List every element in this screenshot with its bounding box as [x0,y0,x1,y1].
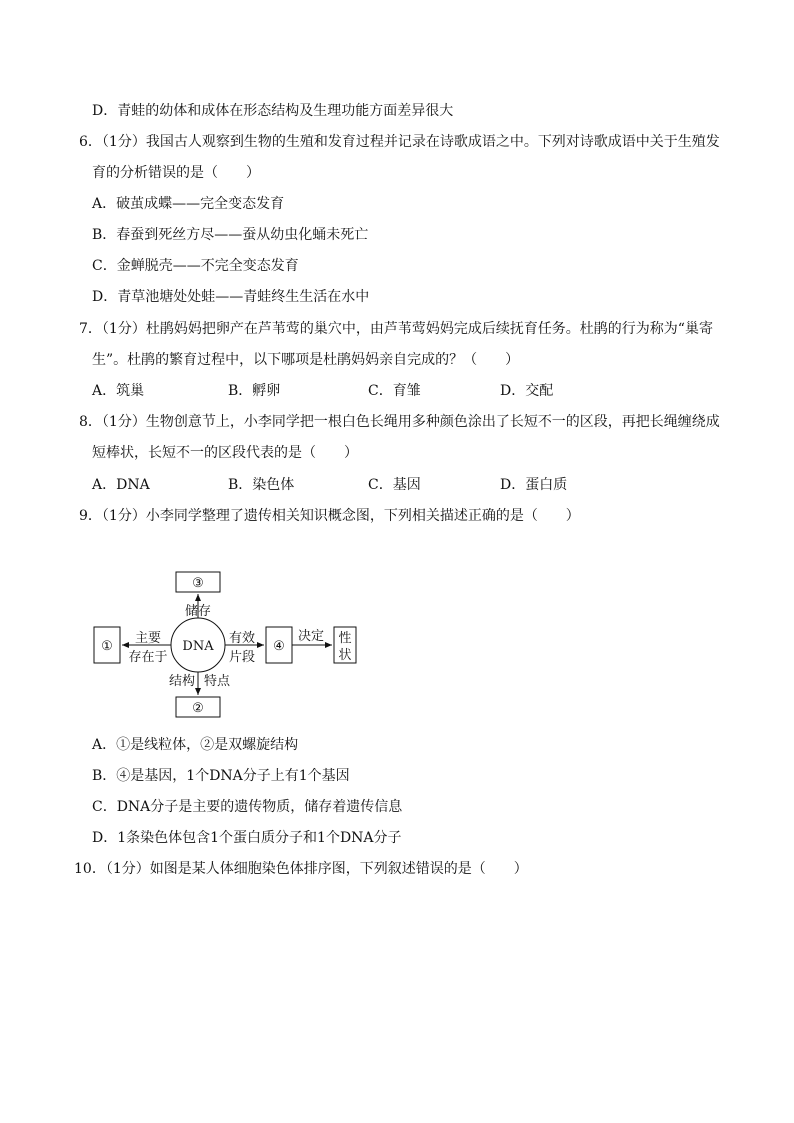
q6-option-d: D．青草池塘处处蛙——青蛙终生生活在水中 [92,289,370,305]
q7-option-b: B．孵卵 [228,383,281,399]
q9-option-c: C．DNA分子是主要的遗传物质，储存着遗传信息 [92,799,403,815]
q6-option-c: C．金蝉脱壳——不完全变态发育 [92,258,299,274]
box-trait-label-2: 状 [338,648,352,663]
q8-option-c: C．基因 [368,477,421,493]
q8-option-d: D．蛋白质 [500,477,568,493]
q8-option-a: A．DNA [92,477,150,493]
q8-stem-line2: 短棒状，长短不一的区段代表的是（ ） [92,445,358,461]
box-four-label: ④ [273,639,285,654]
box-one-label: ① [101,639,113,654]
box-two-label: ② [192,701,204,716]
label-structure: 结构 [168,674,196,689]
q5-option-d: D．青蛙的幼体和成体在形态结构及生理功能方面差异很大 [92,103,454,119]
q6-option-a: A．破茧成蝶——完全变态发育 [92,196,285,212]
q8-stem-line1: 8．（1分）生物创意节上，小李同学把一根白色长绳用多种颜色涂出了长短不一的区段，再把长绳缠绕成 [79,414,720,430]
q9-option-b: B．④是基因，1个DNA分子上有1个基因 [92,768,350,784]
q8-option-b: B．染色体 [228,477,295,493]
q7-option-a: A．筑巢 [92,383,145,399]
label-effective: 有效 [228,631,256,646]
label-exists-in: 存在于 [128,650,168,665]
q9-option-d: D．1条染色体包含1个蛋白质分子和1个DNA分子 [92,830,402,846]
label-feature: 特点 [203,674,231,689]
q7-stem-line1: 7．（1分）杜鹃妈妈把卵产在芦苇莺的巢穴中，由芦苇莺妈妈完成后续抚育任务。杜鹃的行为称为“巢寄 [79,321,713,337]
q7-stem-line2: 生”。杜鹃的繁育过程中，以下哪项是杜鹃妈妈亲自完成的？（ ） [92,352,520,368]
q7-option-c: C．育雏 [368,383,421,399]
q7-option-d: D．交配 [500,383,554,399]
dna-label: DNA [182,639,214,654]
label-mainly: 主要 [134,631,162,646]
label-store: 储存 [184,604,212,619]
q9-stem: 9．（1分）小李同学整理了遗传相关知识概念图，下列相关描述正确的是（ ） [79,508,580,524]
q9-option-a: A．①是线粒体，②是双螺旋结构 [92,737,299,753]
q6-option-b: B．春蚕到死丝方尽——蚕从幼虫化蛹未死亡 [92,227,369,243]
q6-stem-line2: 育的分析错误的是（ ） [92,165,260,181]
label-segment: 片段 [228,650,256,665]
q10-stem: 10．（1分）如图是某人体细胞染色体排序图，下列叙述错误的是（ ） [74,861,528,877]
q9-concept-map [90,566,370,722]
box-trait-label-1: 性 [338,631,352,646]
q6-stem-line1: 6．（1分）我国古人观察到生物的生殖和发育过程并记录在诗歌成语之中。下列对诗歌成语中关于生殖发 [79,134,720,150]
box-three-label: ③ [192,576,204,591]
label-decide: 决定 [297,629,325,644]
